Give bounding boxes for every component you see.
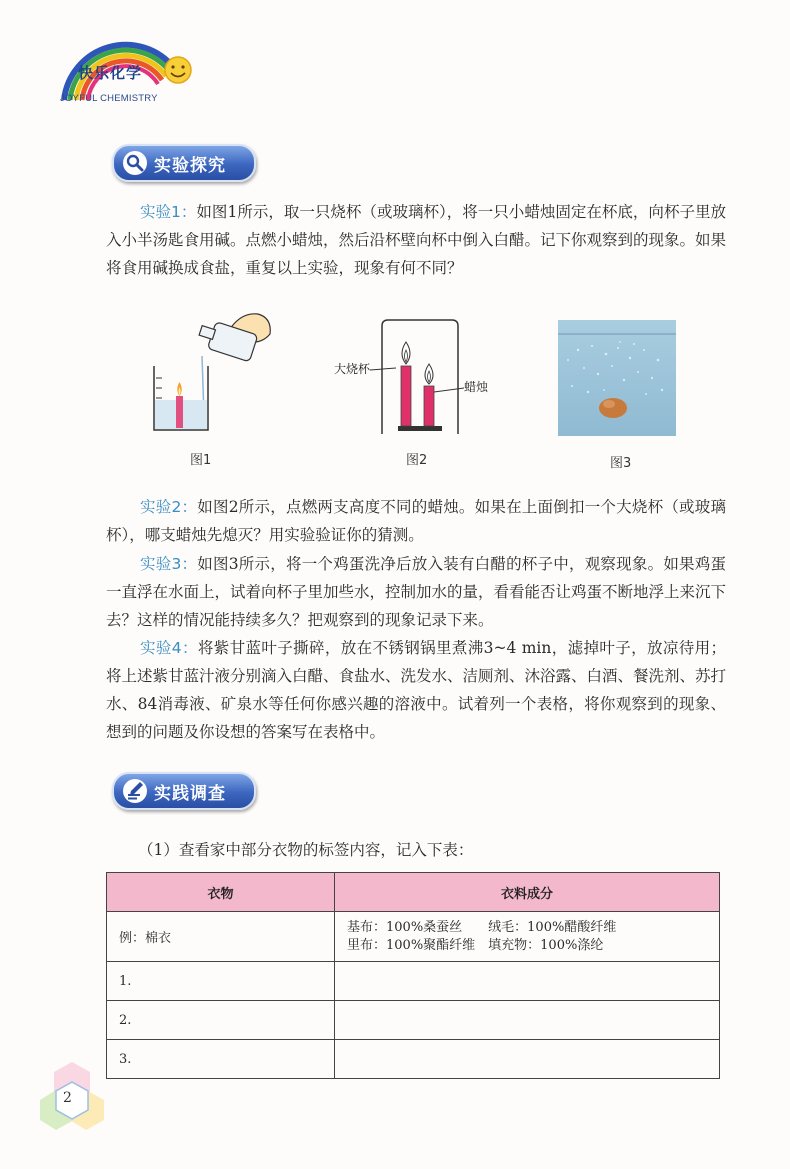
- section-header-explore: [112, 144, 256, 182]
- example-item-cell: 例：棉衣: [107, 912, 335, 962]
- row-number-cell: 3.: [107, 1040, 335, 1079]
- figure-1-illustration: [148, 304, 278, 436]
- page-number-hexagon-icon: [40, 1060, 104, 1130]
- figure-3-caption: 图3: [610, 456, 632, 471]
- row-number-cell: 2.: [107, 1001, 335, 1040]
- column-header-clothing: 衣物: [107, 873, 335, 912]
- blank-cell[interactable]: [335, 1040, 720, 1079]
- clothing-label-table: [106, 872, 720, 1079]
- blank-cell[interactable]: [335, 962, 720, 1001]
- blank-cell[interactable]: [335, 1001, 720, 1040]
- example-composition-line-2: 里布：100%聚酯纤维 填充物：100%涤纶: [347, 938, 604, 953]
- experiment-2-paragraph: [106, 493, 726, 549]
- experiment-1-label: 实验1：: [140, 203, 197, 221]
- experiment-4-paragraph: [106, 634, 726, 746]
- figure-2-label-candle: 蜡烛: [464, 380, 489, 394]
- experiment-3-paragraph: [106, 550, 726, 634]
- column-header-material: 衣料成分: [335, 873, 720, 912]
- example-composition-line-1: 基布：100%桑蚕丝 绒毛：100%醋酸纤维: [347, 920, 617, 935]
- example-composition-cell: [335, 912, 720, 962]
- section-title-practice: 实践调查: [154, 783, 226, 804]
- table-row-example: [107, 912, 720, 962]
- table-row: [107, 1001, 720, 1040]
- pencil-note-icon: [122, 778, 148, 804]
- experiment-2-label: 实验2：: [140, 498, 198, 516]
- figure-1-caption: 图1: [190, 453, 212, 468]
- section-title-explore: 实验探究: [154, 155, 226, 176]
- leader-line-candle: [434, 382, 464, 398]
- page-number: 2: [63, 1090, 72, 1106]
- experiment-1-paragraph: [106, 198, 726, 282]
- experiment-3-label: 实验3：: [140, 555, 198, 573]
- figure-3-egg-photo: [558, 320, 676, 436]
- magnifier-icon: [122, 150, 148, 176]
- table-row: [107, 962, 720, 1001]
- table-header-row: [107, 873, 720, 912]
- logo-subtitle: JOYFUL CHEMISTRY: [60, 93, 158, 104]
- leader-line-beaker: [370, 362, 396, 378]
- logo-title: 快乐化学: [78, 64, 143, 82]
- survey-instruction: （1）查看家中部分衣物的标签内容，记入下表：: [138, 841, 474, 859]
- section-header-practice: [112, 772, 256, 810]
- experiment-2-text: 如图2所示，点燃两支高度不同的蜡烛。如果在上面倒扣一个大烧杯（或玻璃杯），哪支蜡烛先熄灭？用实验验证你的猜测。: [106, 498, 726, 544]
- experiment-4-text: 将紫甘蓝叶子撕碎，放在不锈钢锅里煮沸3~4 min，滤掉叶子，放凉待用；将上述紫甘蓝汁液分别滴入白醋、食盐水、洗发水、洁厕剂、沐浴露、白酒、餐洗剂、苏打水、84消毒液、矿泉水等任何你感兴趣的溶液中。试着列一个表格，将你观察到的现象、想到的问题及你设想的答案写在表格中。: [106, 639, 727, 741]
- row-number-cell: 1.: [107, 962, 335, 1001]
- figure-2-caption: 图2: [406, 453, 428, 468]
- experiment-3-text: 如图3所示，将一个鸡蛋洗净后放入装有白醋的杯子中，观察现象。如果鸡蛋一直浮在水面上，试着向杯子里加些水，控制加水的量，看看能否让鸡蛋不断地浮上来沉下去？这样的情况能持续多久？把观察到的现象记录下来。: [106, 555, 727, 629]
- experiment-4-label: 实验4：: [140, 639, 198, 657]
- experiment-1-text: 如图1所示，取一只烧杯（或玻璃杯），将一只小蜡烛固定在杯底，向杯子里放入小半汤匙食用碱。点燃小蜡烛，然后沿杯壁向杯中倒入白醋。记下你观察到的现象。如果将食用碱换成食盐，重复以上实验，现象有何不同？: [106, 203, 727, 277]
- table-row: [107, 1040, 720, 1079]
- figure-2-label-beaker: 大烧杯: [334, 362, 371, 376]
